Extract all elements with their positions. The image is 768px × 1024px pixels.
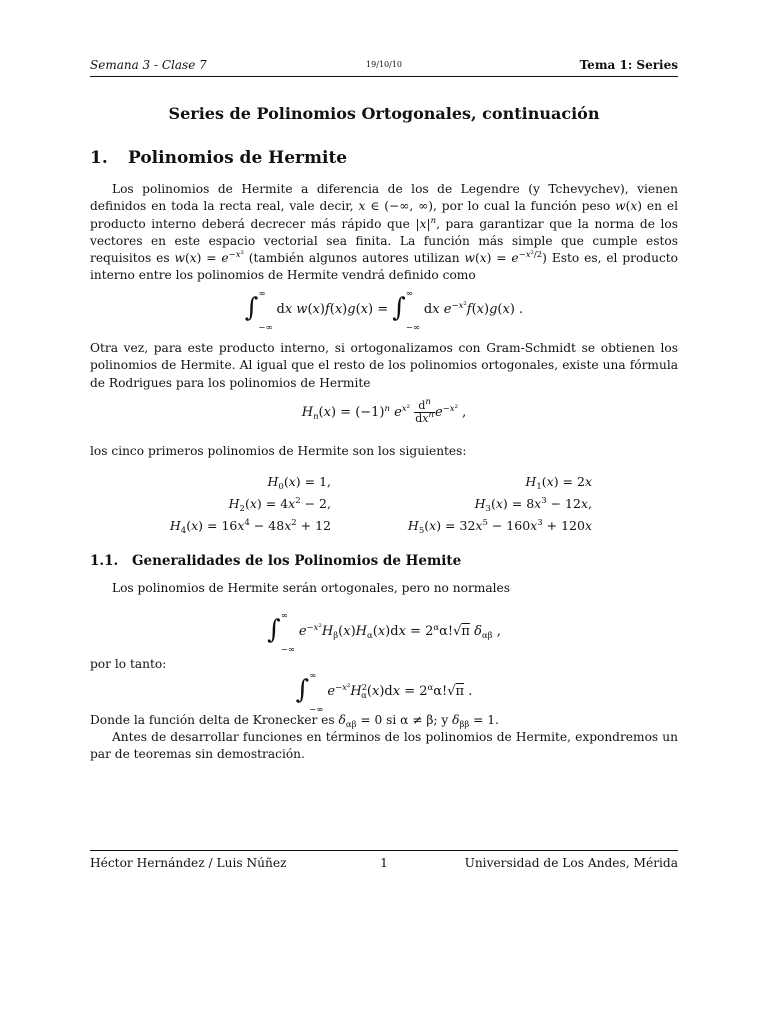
running-head <box>90 58 678 76</box>
hermite-h3: $H_3(x) = 8x^3 - 12x$, <box>474 496 592 514</box>
paragraph-first-five: los cinco primeros polinomios de Hermite son los siguientes: <box>90 444 467 458</box>
paragraph-kronecker: Donde la función delta de Kronecker es $\delta_{\alpha\beta} = 0$ si α ≠ β; y $\delta_{\beta\beta} = 1$. <box>90 713 499 730</box>
page <box>90 0 678 1024</box>
footer-rule <box>90 850 678 851</box>
document-title: Series de Polinomios Ortogonales, continuación <box>168 104 600 123</box>
subsection-heading <box>90 553 461 569</box>
section-title: Polinomios de Hermite <box>128 148 348 168</box>
header-rule <box>90 76 678 77</box>
header-date: 19/10/10 <box>366 60 402 69</box>
footer-authors: Héctor Hernández / Luis Núñez <box>90 856 287 870</box>
hermite-h4: $H_4(x) = 16x^4 - 48x^2 + 12$ <box>169 518 331 536</box>
section-heading <box>90 148 347 168</box>
section-number: 1. <box>90 148 108 168</box>
hermite-h5: $H_5(x) = 32x^5 - 160x^3 + 120x$ <box>407 518 592 536</box>
equation-inner-product: ∫ ∞ −∞ dx w(x)f(x)g(x) = ∫ ∞ −∞ dx $e^{-x^2}f(x)g(x)$ . <box>244 288 524 333</box>
subsection-title: Generalidades de los Polinomios de Hemite <box>132 553 462 569</box>
paragraph-theorems: Antes de desarrollar funciones en términos de los polinomios de Hermite, expondremos un par de teoremas sin demostración. <box>90 730 678 762</box>
hermite-h0: $H_0(x) = 1$, <box>267 474 331 492</box>
header-left: Semana 3 - Clase 7 <box>90 58 207 72</box>
header-right: Tema 1: Series <box>579 58 678 72</box>
equation-norm: ∫ ∞ −∞ $e^{-x^2}H^2_\alpha(x)dx = 2^\alpha\alpha!√\pi$ . <box>295 670 473 715</box>
paragraph-gram-schmidt: Otra vez, para este producto interno, si ortogonalizamos con Gram-Schmidt se obtienen los polinomios de Hermite. Al igual que el resto de los polinomios ortogonales, existe una fórmula de Rodrigues para los polinomios de Hermite <box>90 341 678 390</box>
subsection-number: 1.1. <box>90 553 119 569</box>
hermite-h1: $H_1(x) = 2x$ <box>525 474 592 492</box>
equation-orthogonality: ∫ ∞ −∞ $e^{-x^2}H_\beta(x)H_\alpha(x)dx = 2^\alpha\alpha!√\pi$ $\delta_{\alpha\beta}$ , <box>267 610 501 655</box>
footer-institution: Universidad de Los Andes, Mérida <box>464 856 678 870</box>
paragraph-por-lo-tanto: por lo tanto: <box>90 657 167 671</box>
equation-rodrigues: $H_n(x) = (-1)^n$ $e^{x^2}$ $\frac{d^n}{dx^n}$ $e^{-x^2}$ , <box>301 397 467 425</box>
paragraph-intro: Los polinomios de Hermite a diferencia de los de Legendre (y Tchevychev), vienen definidos en toda la recta real, vale decir, x ∈ (−∞, ∞), por lo cual la función peso w(x) en el producto interno deberá decrecer más rápido que $|x|^n$, para garantizar que la norma de los vectores en este espacio vectorial sea finita. La función más simple que cumple estos requisitos es $w(x) = e^{-x^2}$ (también algunos autores utilizan $w(x) = e^{-x^2/2}$) Esto es, el producto interno entre los polinomios de Hermite vendrá definido como <box>90 182 679 283</box>
hermite-h2: $H_2(x) = 4x^2 - 2$, <box>228 496 331 514</box>
page-number: 1 <box>380 856 388 870</box>
paragraph-orthogonal: Los polinomios de Hermite serán ortogonales, pero no normales <box>112 581 510 595</box>
